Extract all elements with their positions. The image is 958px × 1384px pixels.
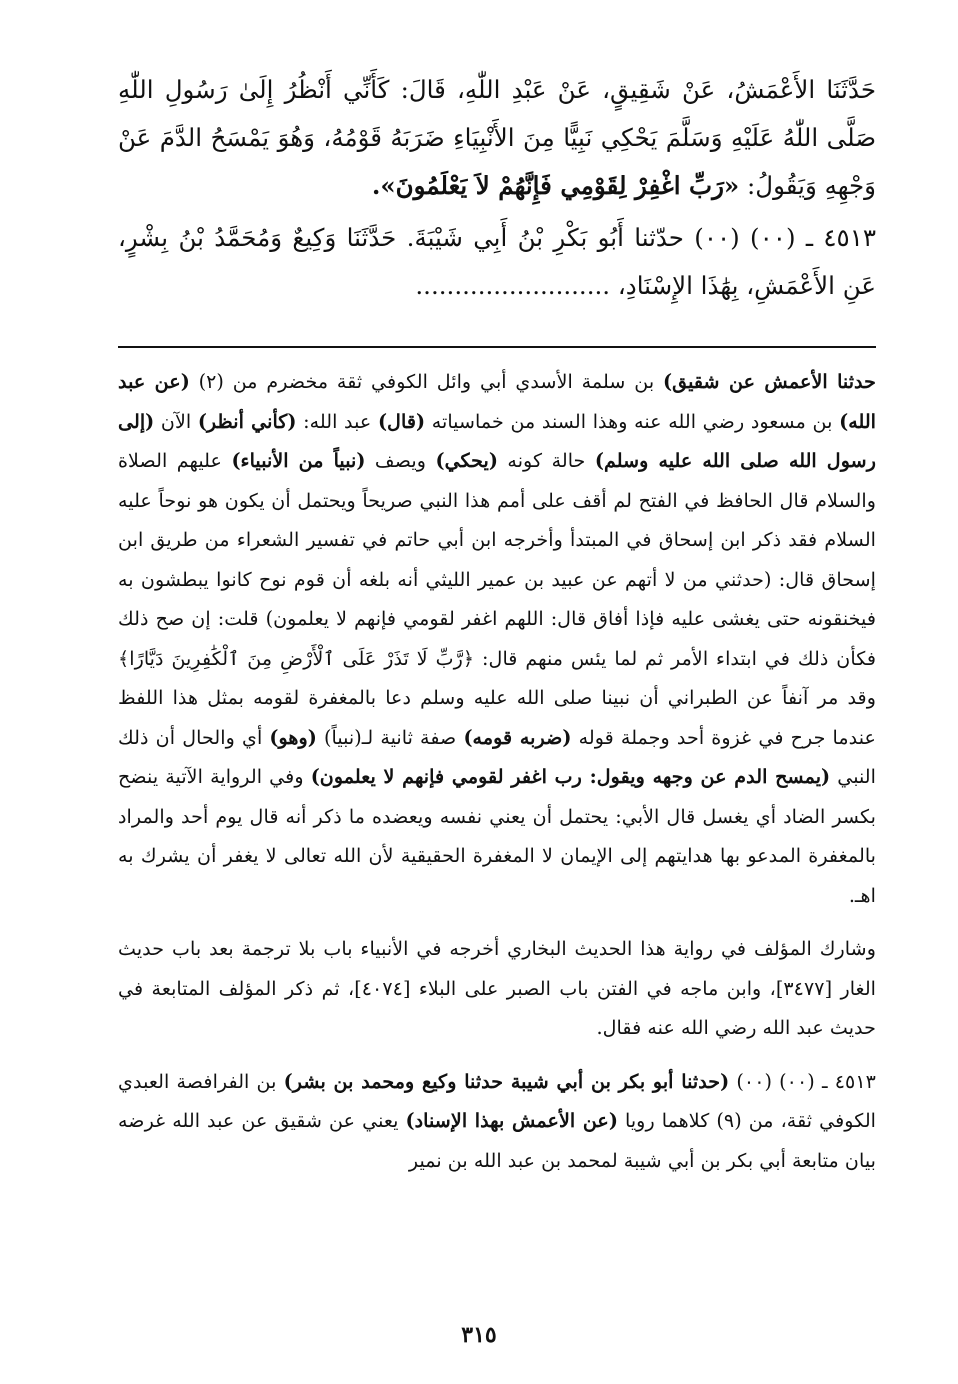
bold-quoted-phrase: (عن عبد الله) [118,370,877,433]
commentary-text: حالة كونه [497,449,595,472]
page-number: ٣١٥ [461,1322,497,1348]
ellipsis-dots: ......................... [415,271,611,300]
commentary-text: ويصف [365,449,436,472]
commentary-text: وقد مر آنفاً عن الطبراني أن نبينا صلى الله عليه وسلم دعا بالمغفرة لقومه بمثل هذا اللفظ عندما جرح في غزوة أحد وجملة قوله [118,686,876,749]
bold-quoted-phrase: (نبياً من الأنبياء) [231,449,366,472]
commentary-text: بن الفرافصة العبدي الكوفي ثقة، من (٩) كلاهما رويا [118,1069,876,1132]
commentary-text: وفي الرواية الآتية ينضح بكسر الضاد أي يغسل قال الأبي: يحتمل أن يعني نفسه ويعضده ما ذكر أنه قال يوم أحد والمراد بالمغفرة المدعو بها هدايتهم إلى الإيمان لا المغفرة الحقيقية لأن الله تعالى لا يغفر أن يشرك به اهـ. [118,765,876,907]
footnote-divider [118,346,876,348]
commentary-text: عبد الله: [296,409,378,433]
bold-quoted-phrase: (كأني أنظر) [197,409,297,433]
bold-quoted-phrase: (يحكي) [435,449,498,472]
main-hadith-text [118,66,876,314]
hadith-chain: ٤٥١٣ ـ (٠٠) (٠٠) حدّثنا أَبُو بَكْرِ بْنُ أَبِي شَيْبَةَ. حَدَّثَنَا وَكِيعٌ وَمُحَمَّدُ بْنُ بِشْرٍ، عَنِ الأَعْمَشِ، بِهَٰذَا الإِسْنَادِ، [118,223,877,300]
commentary-text: يعني عن شقيق عن عبد الله غرضه بيان متابعة أبي بكر بن أبي شيبة لمحمد بن عبد الله بن نمير [118,1109,876,1172]
bold-quoted-phrase: (ضربه قومه) [463,725,572,749]
commentary-paragraph-2: وشارك المؤلف في رواية هذا الحديث البخاري أخرجه في الأنبياء باب بلا ترجمة بعد باب حديث الغار [٣٤٧٧]، وابن ماجه في الفتن باب الصبر على البلاء [٤٠٧٤]، ثم ذكر المؤلف المتابعة في حديث عبد الله رضي الله عنه فقال. [118,937,876,1039]
hadith-paragraph-1 [118,66,876,210]
bold-quoted-phrase: (إلى رسول الله صلى الله عليه وسلم) [118,409,877,472]
commentary-text: ٤٥١٣ ـ (٠٠) (٠٠) [729,1069,876,1093]
bold-quoted-phrase: (وهو) [269,725,317,749]
hadith-paragraph-2 [118,214,876,310]
commentary-paragraph-1 [118,362,876,915]
commentary-paragraph-3 [118,1062,876,1181]
commentary-text: أي والحال أن ذلك النبي [118,725,876,788]
bold-quoted-phrase: (حدثنا أبو بكر بن أبي شيبة حدثنا وكيع ومحمد بن بشر) [283,1069,730,1093]
commentary-text: عليهم الصلاة والسلام قال الحافظ في الفتح لم أقف على أمم هذا النبي صريحاً ويحتمل أن يكون هو نوحاً عليه السلام فقد ذكر ابن إسحاق في المبتدأ وأخرجه ابن أبي حاتم في تفسير الشعراء من طريق ابن إسحاق قال: (حدثني من لا أتهم عن عبيد بن عمير الليثي أنه بلغه أن قوم نوح كانوا يبطشون به فيخنقونه حتى يغشى عليه فإذا أفاق قال: اللهم اغفر لقومي فإنهم لا يعلمون) قلت: إن صح ذلك فكأن ذلك في ابتداء الأمر ثم لما يئس منهم قال: [118,449,876,670]
bold-quoted-phrase: (يمسح الدم عن وجهه ويقول: رب اغفر لقومي فإنهم لا يعلمون) [310,765,831,788]
hadith-text: حَدَّثَنَا الأَعْمَشُ، عَنْ شَقِيقٍ، عَنْ عَبْدِ اللّٰهِ، قَالَ: كَأَنِّي أَنْظُرُ إِلَىٰ رَسُولِ اللّٰهِ صَلَّى اللّٰهُ عَلَيْهِ وَسَلَّمَ يَحْكِي نَبِيًّا مِنَ الأَنْبِيَاءِ ضَرَبَهُ قَوْمُهُ، وَهُوَ يَمْسَحُ الدَّمَ عَنْ وَجْهِهِ وَيَقُولُ: [118,75,876,200]
commentary-text: صفة ثانية لـ(نبياً) [316,725,464,749]
hadith-quote: «رَبِّ اغْفِرْ لِقَوْمِي فَإِنَّهُمْ لاَ يَعْلَمُونَ». [371,171,740,200]
bold-quoted-phrase: حدثنا الأعمش عن شقيق) [662,370,876,393]
bold-quoted-phrase: (قال) [377,409,426,433]
commentary-text: ﴿رَّبِّ لَا تَذَرْ عَلَى ٱلْأَرْضِ مِنَ ٱلْكَٰفِرِينَ دَيَّارًا﴾ [118,646,475,670]
commentary-text: الآن [154,409,198,433]
commentary-text: بن سلمة الأسدي أبي وائل الكوفي ثقة مخضرم من (٢) [189,370,663,393]
commentary-section [118,362,876,1194]
bold-quoted-phrase: (عن الأعمش بهذا الإسناد) [405,1109,618,1132]
commentary-text: بن مسعود رضي الله عنه وهذا السند من خماسياته [425,409,840,433]
